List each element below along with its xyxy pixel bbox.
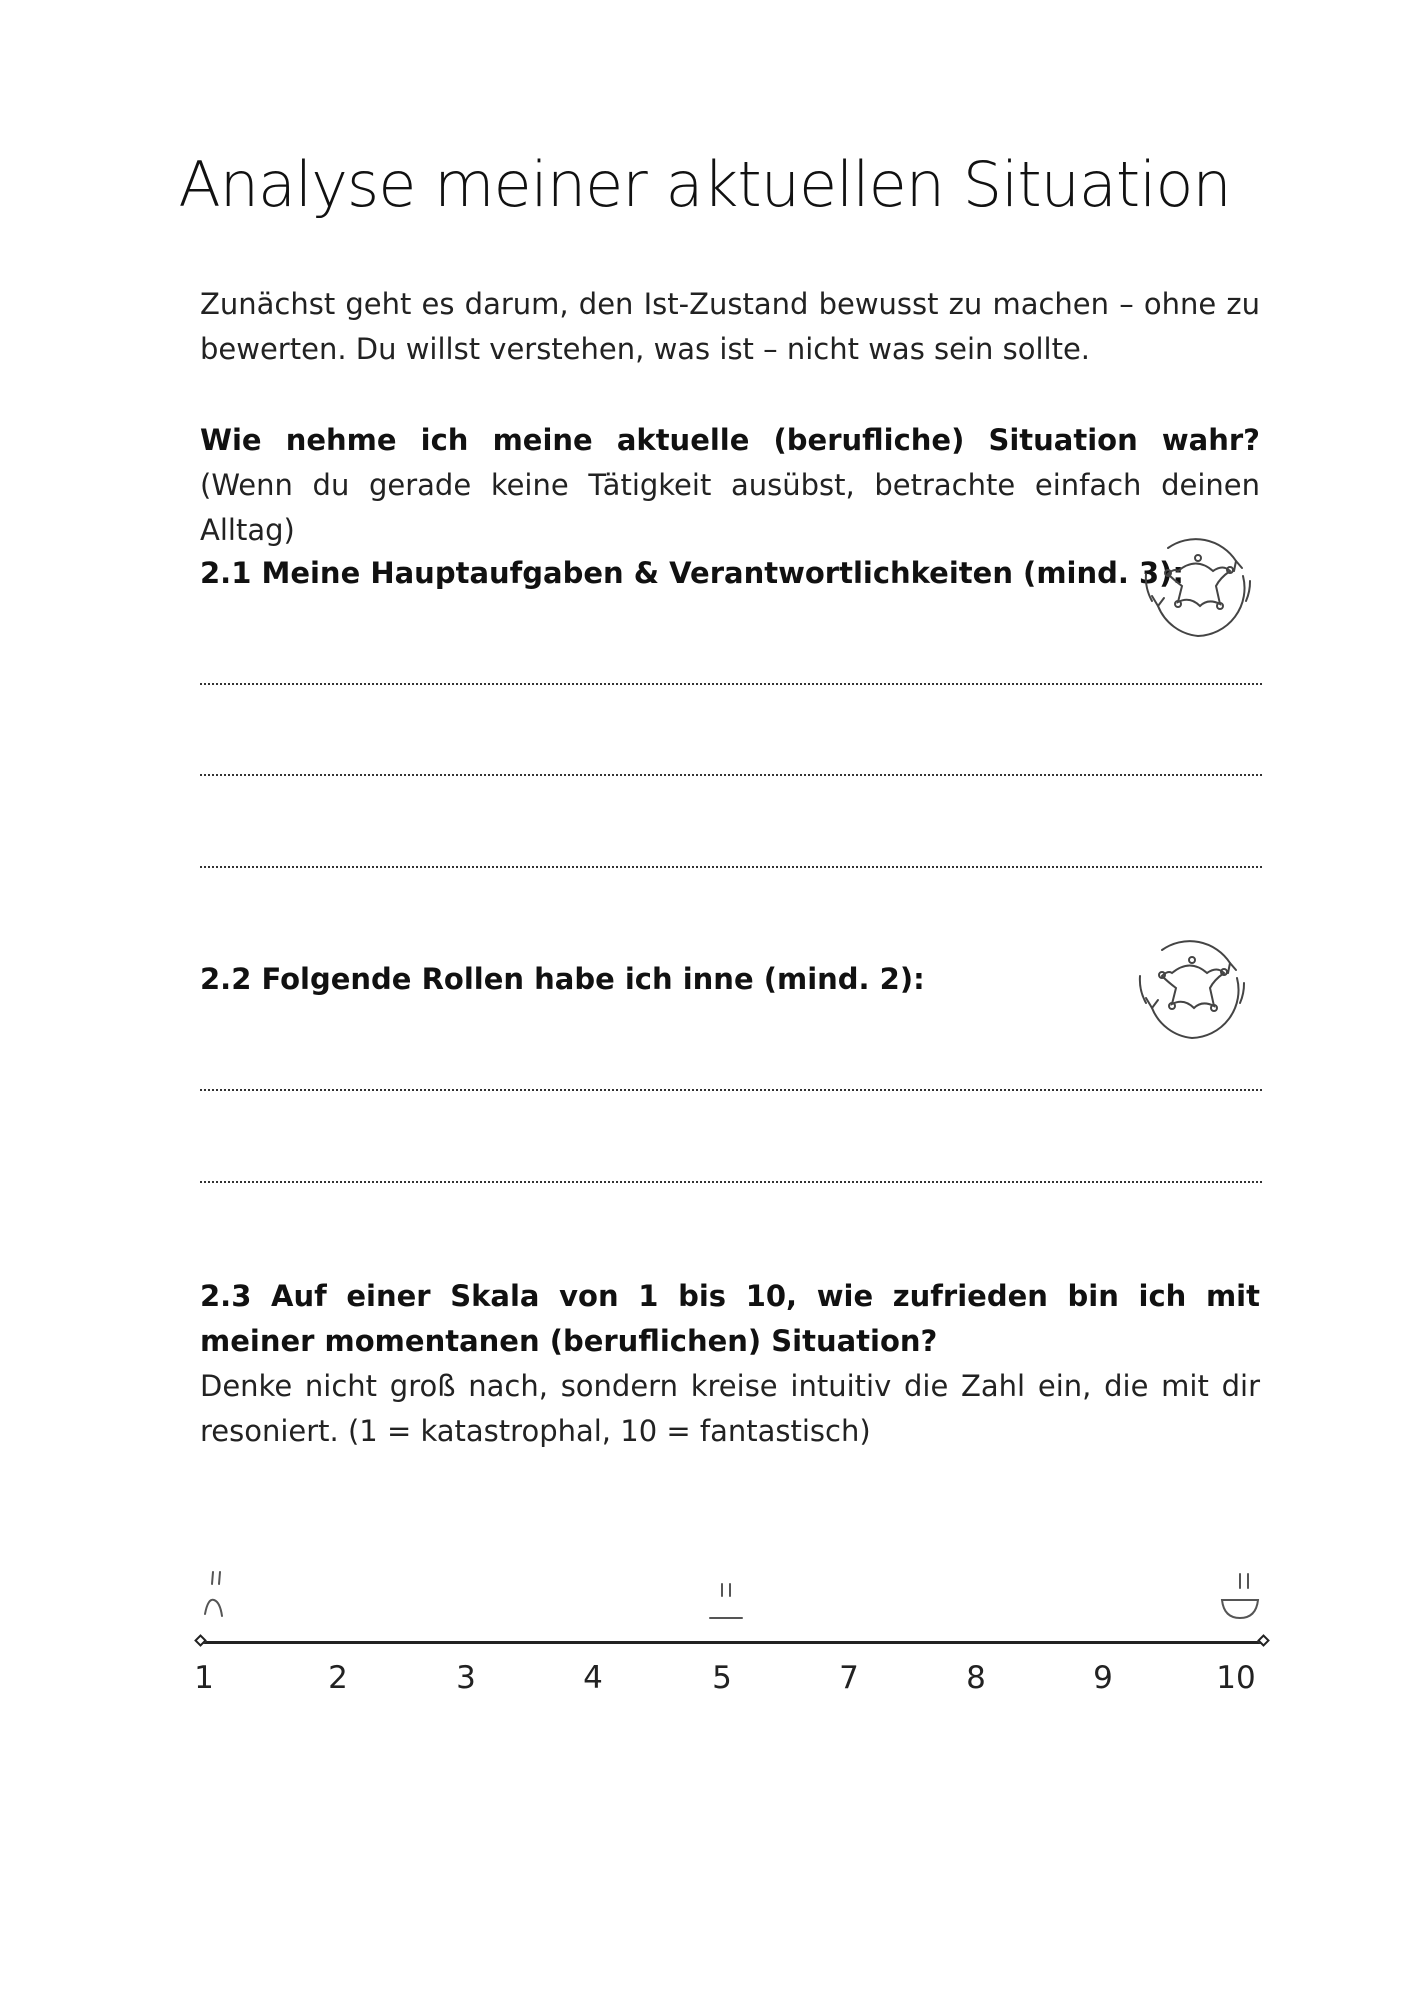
answer-line-2[interactable] <box>200 774 1262 776</box>
scale-label[interactable]: 10 <box>1216 1660 1256 1696</box>
happy-face-icon <box>1218 1572 1262 1626</box>
answer-line-3[interactable] <box>200 866 1262 868</box>
sad-face-icon <box>200 1570 230 1626</box>
scale-label[interactable]: 3 <box>456 1660 476 1696</box>
jester-cycle-icon <box>1132 928 1252 1048</box>
scale-start-marker <box>194 1634 207 1647</box>
question-rest: (Wenn du gerade keine Tätigkeit ausübst, betrachte einfach deinen Alltag) <box>200 468 1260 547</box>
answer-line-5[interactable] <box>200 1181 1262 1183</box>
jester-cycle-icon <box>1138 526 1258 646</box>
section-2-heading: 2.2 Folgende Rollen habe ich inne (mind. 2): <box>200 962 925 996</box>
scale-label[interactable]: 8 <box>966 1660 986 1696</box>
section-3-text: Denke nicht groß nach, sondern kreise intuitiv die Zahl ein, die mit dir resoniert. (1 = katastrophal, 10 = fantastisch) <box>200 1369 1260 1448</box>
scale-label[interactable]: 1 <box>194 1660 214 1696</box>
scale-label[interactable]: 5 <box>712 1660 732 1696</box>
scale-label[interactable]: 9 <box>1093 1660 1113 1696</box>
satisfaction-scale-line <box>200 1641 1265 1644</box>
intro-text: Zunächst geht es darum, den Ist-Zustand bewusst zu machen – ohne zu bewerten. Du willst verstehen, was ist – nicht was sein sollte. <box>200 287 1260 366</box>
scale-end-marker <box>1257 1634 1270 1647</box>
answer-line-4[interactable] <box>200 1089 1262 1091</box>
section-1-heading: 2.1 Meine Hauptaufgaben & Verantwortlichkeiten (mind. 3): <box>200 556 1185 590</box>
question-bold: Wie nehme ich meine aktuelle (berufliche) Situation wahr? <box>200 423 1260 457</box>
page-title: Analyse meiner aktuellen Situation <box>178 148 1231 221</box>
scale-label[interactable]: 7 <box>839 1660 859 1696</box>
section-3-heading: 2.3 Auf einer Skala von 1 bis 10, wie zufrieden bin ich mit meiner momentanen (beruflichen) Situation? <box>200 1279 1260 1358</box>
question-text <box>200 418 1260 553</box>
answer-line-1[interactable] <box>200 683 1262 685</box>
neutral-face-icon <box>706 1582 746 1626</box>
scale-label[interactable]: 2 <box>328 1660 348 1696</box>
scale-label[interactable]: 4 <box>583 1660 603 1696</box>
